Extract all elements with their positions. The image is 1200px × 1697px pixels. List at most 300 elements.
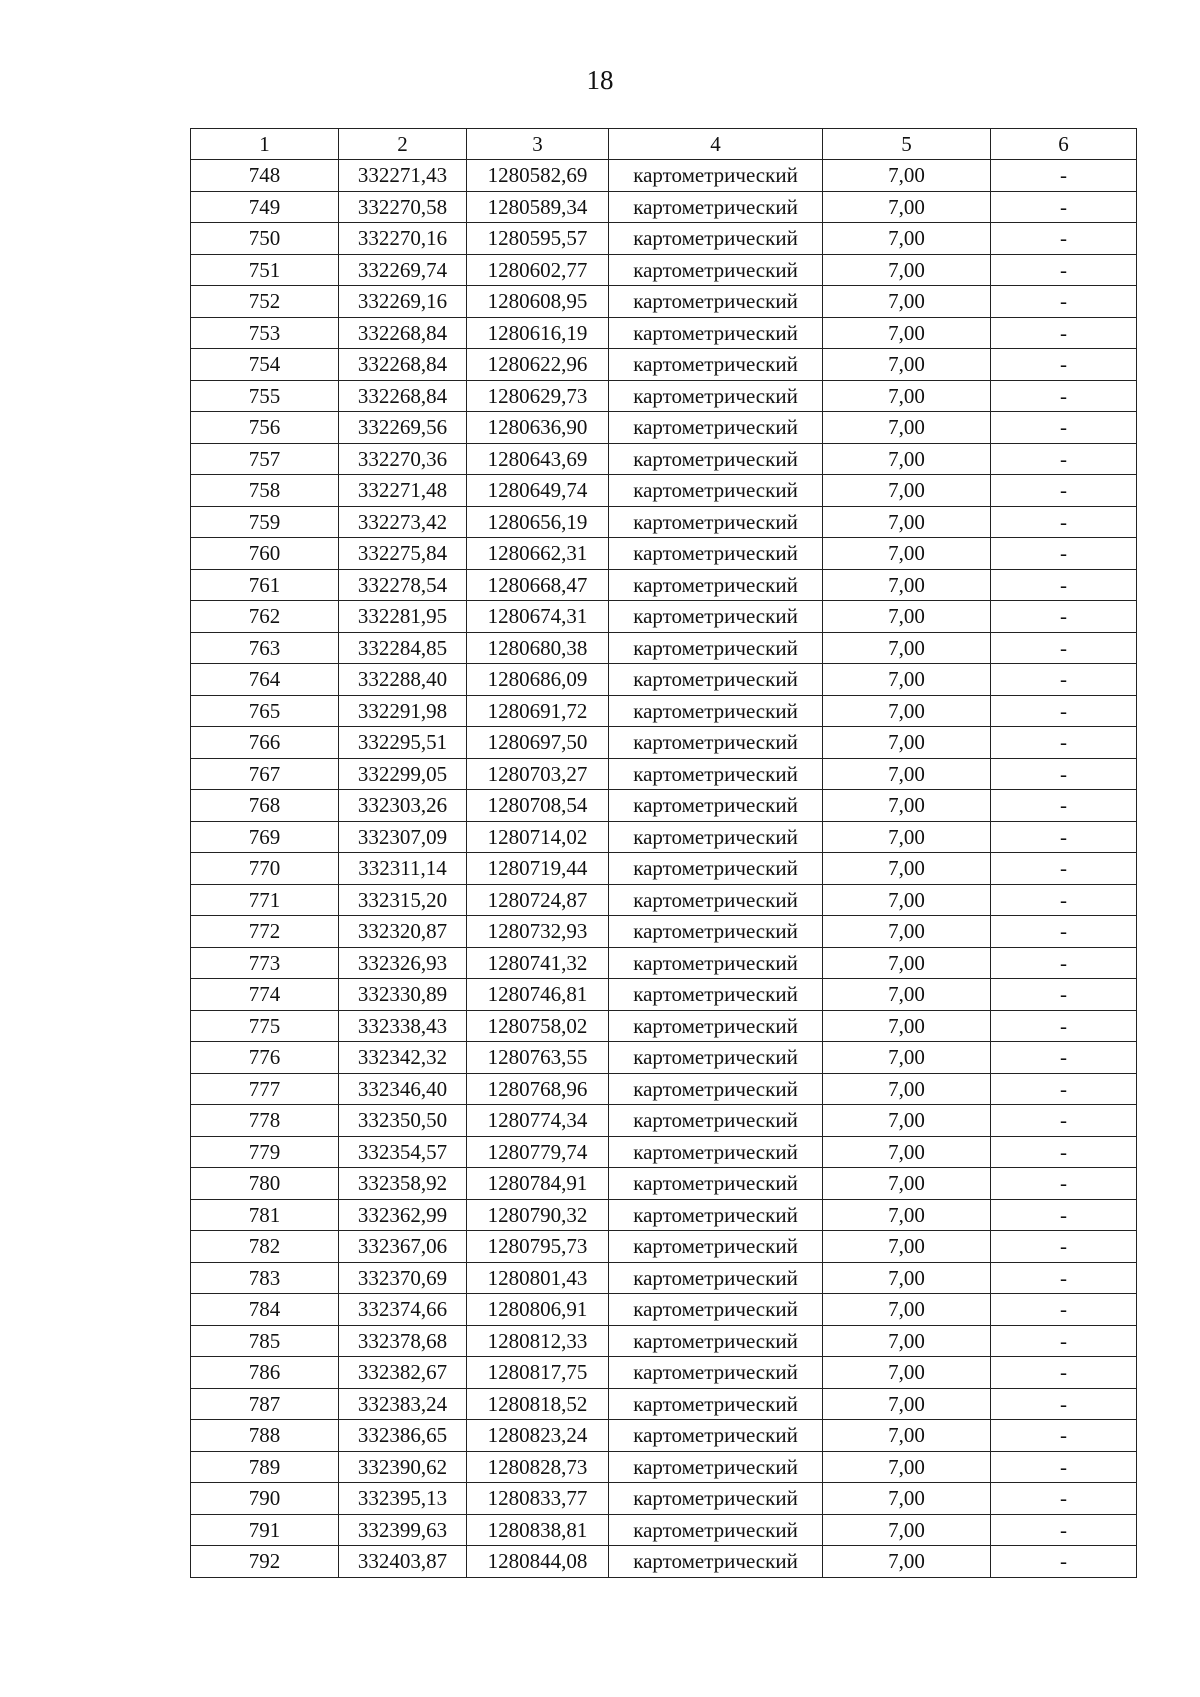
x-coordinate-cell: 332374,66: [339, 1294, 467, 1326]
table-row: [191, 1073, 1137, 1105]
table-row: [191, 1357, 1137, 1389]
method-cell: картометрический: [609, 160, 823, 192]
notes-cell: -: [991, 1420, 1137, 1452]
table-row: [191, 1514, 1137, 1546]
y-coordinate-cell: 1280589,34: [467, 191, 609, 223]
point-number-cell: 759: [191, 506, 339, 538]
point-number-cell: 758: [191, 475, 339, 507]
x-coordinate-cell: 332338,43: [339, 1010, 467, 1042]
notes-cell: -: [991, 853, 1137, 885]
accuracy-cell: 7,00: [823, 1168, 991, 1200]
table-row: [191, 821, 1137, 853]
column-header: 5: [823, 129, 991, 160]
table-row: [191, 1294, 1137, 1326]
accuracy-cell: 7,00: [823, 758, 991, 790]
table-row: [191, 317, 1137, 349]
point-number-cell: 754: [191, 349, 339, 381]
x-coordinate-cell: 332320,87: [339, 916, 467, 948]
table-row: [191, 349, 1137, 381]
y-coordinate-cell: 1280616,19: [467, 317, 609, 349]
notes-cell: -: [991, 1199, 1137, 1231]
x-coordinate-cell: 332350,50: [339, 1105, 467, 1137]
y-coordinate-cell: 1280691,72: [467, 695, 609, 727]
table-row: [191, 1136, 1137, 1168]
notes-cell: -: [991, 1514, 1137, 1546]
table-row: [191, 1168, 1137, 1200]
x-coordinate-cell: 332403,87: [339, 1546, 467, 1578]
accuracy-cell: 7,00: [823, 790, 991, 822]
x-coordinate-cell: 332270,36: [339, 443, 467, 475]
y-coordinate-cell: 1280763,55: [467, 1042, 609, 1074]
x-coordinate-cell: 332268,84: [339, 349, 467, 381]
method-cell: картометрический: [609, 1451, 823, 1483]
x-coordinate-cell: 332399,63: [339, 1514, 467, 1546]
notes-cell: -: [991, 979, 1137, 1011]
column-header: 3: [467, 129, 609, 160]
x-coordinate-cell: 332295,51: [339, 727, 467, 759]
x-coordinate-cell: 332281,95: [339, 601, 467, 633]
x-coordinate-cell: 332288,40: [339, 664, 467, 696]
x-coordinate-cell: 332342,32: [339, 1042, 467, 1074]
notes-cell: -: [991, 254, 1137, 286]
method-cell: картометрический: [609, 1420, 823, 1452]
point-number-cell: 749: [191, 191, 339, 223]
point-number-cell: 778: [191, 1105, 339, 1137]
method-cell: картометрический: [609, 1357, 823, 1389]
notes-cell: -: [991, 317, 1137, 349]
accuracy-cell: 7,00: [823, 506, 991, 538]
notes-cell: -: [991, 758, 1137, 790]
notes-cell: -: [991, 1483, 1137, 1515]
table-row: [191, 1199, 1137, 1231]
y-coordinate-cell: 1280779,74: [467, 1136, 609, 1168]
accuracy-cell: 7,00: [823, 1136, 991, 1168]
method-cell: картометрический: [609, 1262, 823, 1294]
method-cell: картометрический: [609, 1483, 823, 1515]
table-row: [191, 1231, 1137, 1263]
accuracy-cell: 7,00: [823, 538, 991, 570]
accuracy-cell: 7,00: [823, 1514, 991, 1546]
table-row: [191, 884, 1137, 916]
point-number-cell: 783: [191, 1262, 339, 1294]
x-coordinate-cell: 332291,98: [339, 695, 467, 727]
method-cell: картометрический: [609, 317, 823, 349]
method-cell: картометрический: [609, 475, 823, 507]
x-coordinate-cell: 332378,68: [339, 1325, 467, 1357]
accuracy-cell: 7,00: [823, 916, 991, 948]
accuracy-cell: 7,00: [823, 380, 991, 412]
method-cell: картометрический: [609, 191, 823, 223]
notes-cell: -: [991, 632, 1137, 664]
table-row: [191, 380, 1137, 412]
point-number-cell: 782: [191, 1231, 339, 1263]
notes-cell: -: [991, 1010, 1137, 1042]
y-coordinate-cell: 1280668,47: [467, 569, 609, 601]
method-cell: картометрический: [609, 1105, 823, 1137]
table-row: [191, 443, 1137, 475]
x-coordinate-cell: 332278,54: [339, 569, 467, 601]
x-coordinate-cell: 332383,24: [339, 1388, 467, 1420]
x-coordinate-cell: 332386,65: [339, 1420, 467, 1452]
accuracy-cell: 7,00: [823, 223, 991, 255]
table-row: [191, 1325, 1137, 1357]
notes-cell: -: [991, 1262, 1137, 1294]
point-number-cell: 788: [191, 1420, 339, 1452]
notes-cell: -: [991, 695, 1137, 727]
method-cell: картометрический: [609, 758, 823, 790]
notes-cell: -: [991, 506, 1137, 538]
method-cell: картометрический: [609, 947, 823, 979]
table-row: [191, 632, 1137, 664]
point-number-cell: 764: [191, 664, 339, 696]
point-number-cell: 775: [191, 1010, 339, 1042]
y-coordinate-cell: 1280758,02: [467, 1010, 609, 1042]
method-cell: картометрический: [609, 1010, 823, 1042]
notes-cell: -: [991, 538, 1137, 570]
table-row: [191, 601, 1137, 633]
point-number-cell: 792: [191, 1546, 339, 1578]
method-cell: картометрический: [609, 821, 823, 853]
accuracy-cell: 7,00: [823, 349, 991, 381]
column-header: 1: [191, 129, 339, 160]
x-coordinate-cell: 332269,56: [339, 412, 467, 444]
point-number-cell: 790: [191, 1483, 339, 1515]
method-cell: картометрический: [609, 254, 823, 286]
method-cell: картометрический: [609, 569, 823, 601]
table-row: [191, 1042, 1137, 1074]
table-row: [191, 916, 1137, 948]
x-coordinate-cell: 332273,42: [339, 506, 467, 538]
method-cell: картометрический: [609, 853, 823, 885]
x-coordinate-cell: 332270,58: [339, 191, 467, 223]
y-coordinate-cell: 1280608,95: [467, 286, 609, 318]
y-coordinate-cell: 1280622,96: [467, 349, 609, 381]
y-coordinate-cell: 1280774,34: [467, 1105, 609, 1137]
method-cell: картометрический: [609, 412, 823, 444]
y-coordinate-cell: 1280719,44: [467, 853, 609, 885]
point-number-cell: 785: [191, 1325, 339, 1357]
page-number: 18: [586, 65, 614, 95]
y-coordinate-cell: 1280636,90: [467, 412, 609, 444]
method-cell: картометрический: [609, 1042, 823, 1074]
point-number-cell: 761: [191, 569, 339, 601]
point-number-cell: 780: [191, 1168, 339, 1200]
point-number-cell: 791: [191, 1514, 339, 1546]
y-coordinate-cell: 1280795,73: [467, 1231, 609, 1263]
y-coordinate-cell: 1280662,31: [467, 538, 609, 570]
point-number-cell: 786: [191, 1357, 339, 1389]
point-number-cell: 763: [191, 632, 339, 664]
y-coordinate-cell: 1280806,91: [467, 1294, 609, 1326]
notes-cell: -: [991, 160, 1137, 192]
accuracy-cell: 7,00: [823, 191, 991, 223]
y-coordinate-cell: 1280714,02: [467, 821, 609, 853]
accuracy-cell: 7,00: [823, 1042, 991, 1074]
coordinates-table: [190, 128, 1137, 1578]
x-coordinate-cell: 332330,89: [339, 979, 467, 1011]
point-number-cell: 760: [191, 538, 339, 570]
accuracy-cell: 7,00: [823, 1262, 991, 1294]
table-row: [191, 475, 1137, 507]
y-coordinate-cell: 1280703,27: [467, 758, 609, 790]
table-body: [191, 160, 1137, 1578]
notes-cell: -: [991, 443, 1137, 475]
y-coordinate-cell: 1280732,93: [467, 916, 609, 948]
table-row: [191, 191, 1137, 223]
notes-cell: -: [991, 821, 1137, 853]
x-coordinate-cell: 332315,20: [339, 884, 467, 916]
table-row: [191, 538, 1137, 570]
x-coordinate-cell: 332268,84: [339, 380, 467, 412]
notes-cell: -: [991, 223, 1137, 255]
notes-cell: -: [991, 1357, 1137, 1389]
table-header-row: [191, 129, 1137, 160]
table-row: [191, 947, 1137, 979]
x-coordinate-cell: 332390,62: [339, 1451, 467, 1483]
point-number-cell: 756: [191, 412, 339, 444]
method-cell: картометрический: [609, 1136, 823, 1168]
method-cell: картометрический: [609, 349, 823, 381]
point-number-cell: 771: [191, 884, 339, 916]
x-coordinate-cell: 332354,57: [339, 1136, 467, 1168]
point-number-cell: 752: [191, 286, 339, 318]
x-coordinate-cell: 332311,14: [339, 853, 467, 885]
notes-cell: -: [991, 286, 1137, 318]
notes-cell: -: [991, 727, 1137, 759]
y-coordinate-cell: 1280708,54: [467, 790, 609, 822]
method-cell: картометрический: [609, 223, 823, 255]
notes-cell: -: [991, 1231, 1137, 1263]
method-cell: картометрический: [609, 727, 823, 759]
y-coordinate-cell: 1280724,87: [467, 884, 609, 916]
notes-cell: -: [991, 191, 1137, 223]
y-coordinate-cell: 1280812,33: [467, 1325, 609, 1357]
table-row: [191, 1546, 1137, 1578]
table-row: [191, 790, 1137, 822]
method-cell: картометрический: [609, 632, 823, 664]
notes-cell: -: [991, 1451, 1137, 1483]
y-coordinate-cell: 1280833,77: [467, 1483, 609, 1515]
accuracy-cell: 7,00: [823, 1294, 991, 1326]
method-cell: картометрический: [609, 506, 823, 538]
notes-cell: -: [991, 884, 1137, 916]
x-coordinate-cell: 332271,43: [339, 160, 467, 192]
x-coordinate-cell: 332269,16: [339, 286, 467, 318]
x-coordinate-cell: 332275,84: [339, 538, 467, 570]
point-number-cell: 765: [191, 695, 339, 727]
x-coordinate-cell: 332358,92: [339, 1168, 467, 1200]
notes-cell: -: [991, 380, 1137, 412]
y-coordinate-cell: 1280680,38: [467, 632, 609, 664]
accuracy-cell: 7,00: [823, 821, 991, 853]
accuracy-cell: 7,00: [823, 947, 991, 979]
method-cell: картометрический: [609, 601, 823, 633]
table-row: [191, 1105, 1137, 1137]
method-cell: картометрический: [609, 916, 823, 948]
accuracy-cell: 7,00: [823, 1199, 991, 1231]
method-cell: картометрический: [609, 695, 823, 727]
accuracy-cell: 7,00: [823, 695, 991, 727]
y-coordinate-cell: 1280823,24: [467, 1420, 609, 1452]
table-row: [191, 1483, 1137, 1515]
method-cell: картометрический: [609, 1168, 823, 1200]
table-row: [191, 1451, 1137, 1483]
method-cell: картометрический: [609, 790, 823, 822]
x-coordinate-cell: 332307,09: [339, 821, 467, 853]
x-coordinate-cell: 332362,99: [339, 1199, 467, 1231]
column-header: 4: [609, 129, 823, 160]
y-coordinate-cell: 1280649,74: [467, 475, 609, 507]
point-number-cell: 777: [191, 1073, 339, 1105]
point-number-cell: 774: [191, 979, 339, 1011]
y-coordinate-cell: 1280741,32: [467, 947, 609, 979]
y-coordinate-cell: 1280595,57: [467, 223, 609, 255]
point-number-cell: 751: [191, 254, 339, 286]
method-cell: картометрический: [609, 1388, 823, 1420]
x-coordinate-cell: 332284,85: [339, 632, 467, 664]
accuracy-cell: 7,00: [823, 1546, 991, 1578]
point-number-cell: 755: [191, 380, 339, 412]
method-cell: картометрический: [609, 1294, 823, 1326]
accuracy-cell: 7,00: [823, 1451, 991, 1483]
y-coordinate-cell: 1280697,50: [467, 727, 609, 759]
notes-cell: -: [991, 569, 1137, 601]
accuracy-cell: 7,00: [823, 1325, 991, 1357]
point-number-cell: 770: [191, 853, 339, 885]
point-number-cell: 776: [191, 1042, 339, 1074]
table-row: [191, 569, 1137, 601]
method-cell: картометрический: [609, 443, 823, 475]
y-coordinate-cell: 1280838,81: [467, 1514, 609, 1546]
table-row: [191, 1388, 1137, 1420]
notes-cell: -: [991, 1136, 1137, 1168]
notes-cell: -: [991, 1073, 1137, 1105]
method-cell: картометрический: [609, 664, 823, 696]
x-coordinate-cell: 332382,67: [339, 1357, 467, 1389]
table-row: [191, 506, 1137, 538]
point-number-cell: 767: [191, 758, 339, 790]
method-cell: картометрический: [609, 1199, 823, 1231]
table-row: [191, 160, 1137, 192]
table-row: [191, 979, 1137, 1011]
y-coordinate-cell: 1280686,09: [467, 664, 609, 696]
point-number-cell: 772: [191, 916, 339, 948]
y-coordinate-cell: 1280817,75: [467, 1357, 609, 1389]
method-cell: картометрический: [609, 1514, 823, 1546]
x-coordinate-cell: 332271,48: [339, 475, 467, 507]
accuracy-cell: 7,00: [823, 569, 991, 601]
x-coordinate-cell: 332299,05: [339, 758, 467, 790]
point-number-cell: 769: [191, 821, 339, 853]
accuracy-cell: 7,00: [823, 1105, 991, 1137]
table-row: [191, 412, 1137, 444]
x-coordinate-cell: 332370,69: [339, 1262, 467, 1294]
y-coordinate-cell: 1280768,96: [467, 1073, 609, 1105]
accuracy-cell: 7,00: [823, 1357, 991, 1389]
point-number-cell: 773: [191, 947, 339, 979]
point-number-cell: 753: [191, 317, 339, 349]
y-coordinate-cell: 1280784,91: [467, 1168, 609, 1200]
point-number-cell: 787: [191, 1388, 339, 1420]
accuracy-cell: 7,00: [823, 884, 991, 916]
y-coordinate-cell: 1280602,77: [467, 254, 609, 286]
x-coordinate-cell: 332303,26: [339, 790, 467, 822]
x-coordinate-cell: 332367,06: [339, 1231, 467, 1263]
accuracy-cell: 7,00: [823, 475, 991, 507]
notes-cell: -: [991, 1294, 1137, 1326]
y-coordinate-cell: 1280818,52: [467, 1388, 609, 1420]
x-coordinate-cell: 332270,16: [339, 223, 467, 255]
point-number-cell: 789: [191, 1451, 339, 1483]
y-coordinate-cell: 1280674,31: [467, 601, 609, 633]
method-cell: картометрический: [609, 1073, 823, 1105]
accuracy-cell: 7,00: [823, 601, 991, 633]
x-coordinate-cell: 332268,84: [339, 317, 467, 349]
point-number-cell: 757: [191, 443, 339, 475]
accuracy-cell: 7,00: [823, 1388, 991, 1420]
notes-cell: -: [991, 1168, 1137, 1200]
y-coordinate-cell: 1280746,81: [467, 979, 609, 1011]
accuracy-cell: 7,00: [823, 254, 991, 286]
method-cell: картометрический: [609, 380, 823, 412]
notes-cell: -: [991, 475, 1137, 507]
y-coordinate-cell: 1280656,19: [467, 506, 609, 538]
y-coordinate-cell: 1280643,69: [467, 443, 609, 475]
accuracy-cell: 7,00: [823, 664, 991, 696]
accuracy-cell: 7,00: [823, 853, 991, 885]
notes-cell: -: [991, 790, 1137, 822]
table-row: [191, 695, 1137, 727]
table-row: [191, 1010, 1137, 1042]
point-number-cell: 781: [191, 1199, 339, 1231]
table-row: [191, 664, 1137, 696]
accuracy-cell: 7,00: [823, 979, 991, 1011]
method-cell: картометрический: [609, 1325, 823, 1357]
notes-cell: -: [991, 1042, 1137, 1074]
y-coordinate-cell: 1280844,08: [467, 1546, 609, 1578]
y-coordinate-cell: 1280828,73: [467, 1451, 609, 1483]
table-row: [191, 1262, 1137, 1294]
notes-cell: -: [991, 1388, 1137, 1420]
point-number-cell: 750: [191, 223, 339, 255]
notes-cell: -: [991, 412, 1137, 444]
x-coordinate-cell: 332395,13: [339, 1483, 467, 1515]
notes-cell: -: [991, 947, 1137, 979]
y-coordinate-cell: 1280582,69: [467, 160, 609, 192]
method-cell: картометрический: [609, 286, 823, 318]
accuracy-cell: 7,00: [823, 1483, 991, 1515]
notes-cell: -: [991, 664, 1137, 696]
table-row: [191, 254, 1137, 286]
notes-cell: -: [991, 1105, 1137, 1137]
method-cell: картометрический: [609, 884, 823, 916]
method-cell: картометрический: [609, 979, 823, 1011]
notes-cell: -: [991, 601, 1137, 633]
accuracy-cell: 7,00: [823, 1231, 991, 1263]
method-cell: картометрический: [609, 538, 823, 570]
point-number-cell: 766: [191, 727, 339, 759]
accuracy-cell: 7,00: [823, 1073, 991, 1105]
point-number-cell: 768: [191, 790, 339, 822]
point-number-cell: 779: [191, 1136, 339, 1168]
accuracy-cell: 7,00: [823, 160, 991, 192]
y-coordinate-cell: 1280790,32: [467, 1199, 609, 1231]
method-cell: картометрический: [609, 1231, 823, 1263]
x-coordinate-cell: 332326,93: [339, 947, 467, 979]
point-number-cell: 762: [191, 601, 339, 633]
x-coordinate-cell: 332346,40: [339, 1073, 467, 1105]
accuracy-cell: 7,00: [823, 317, 991, 349]
